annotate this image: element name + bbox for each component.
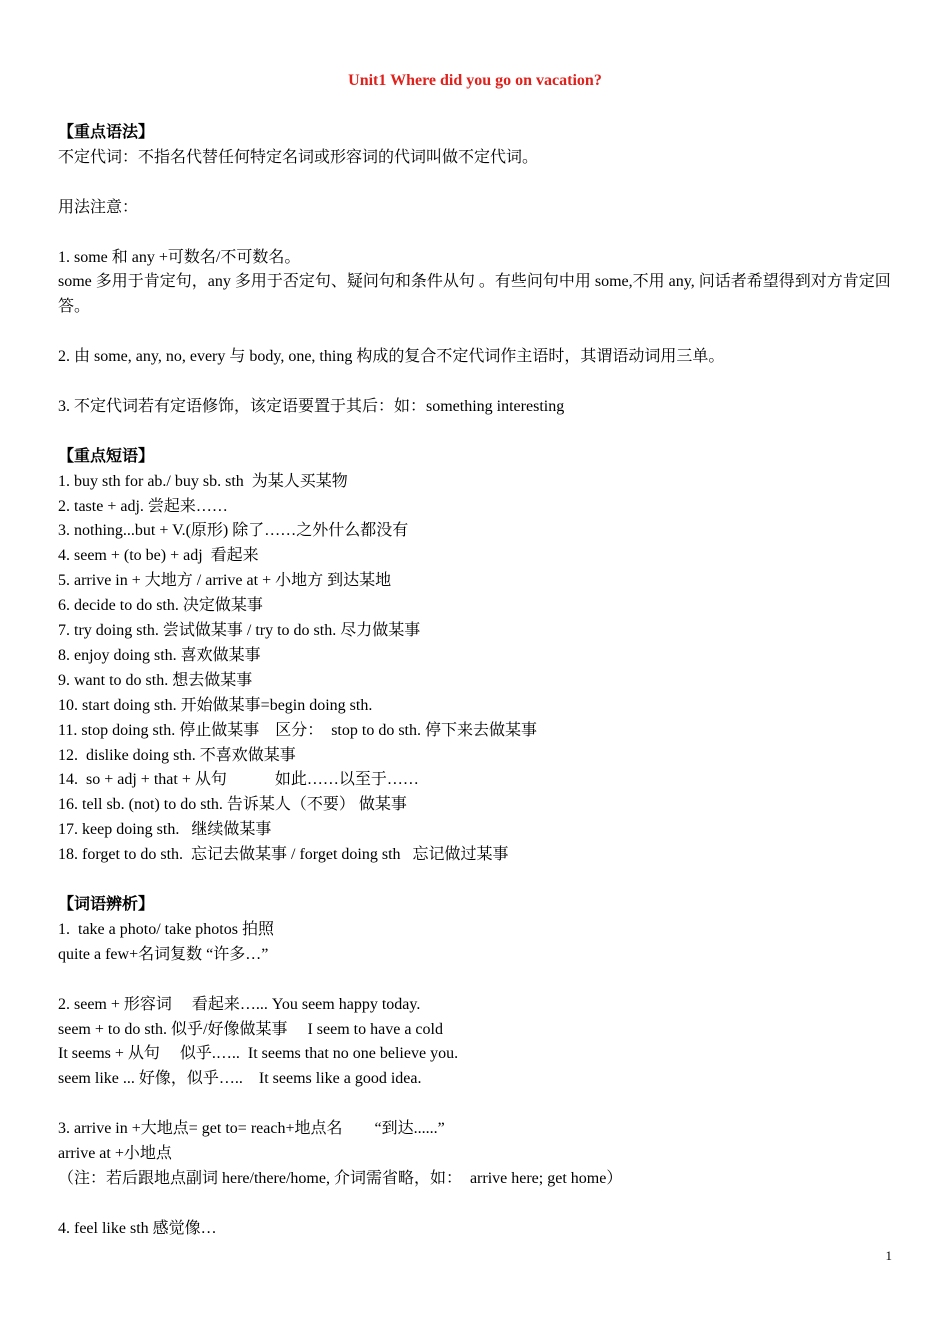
- spacer: [58, 1092, 896, 1117]
- spacer: [58, 868, 896, 893]
- spacer: [58, 221, 896, 246]
- analysis-item-2-detail: seem like ... 好像，似乎….. It seems like a good idea.: [58, 1070, 422, 1088]
- phrase-item: 1. buy sth for ab./ buy sb. sth 为某人买某物: [58, 472, 348, 490]
- phrase-item: 14. so + adj + that + 从句 如此……以至于……: [58, 771, 419, 789]
- grammar-rule-1-detail: some 多用于肯定句，any 多用于否定句、疑问句和条件从句 。有些问句中用 some,不用 any, 问话者希望得到对方肯定回答。: [58, 273, 891, 316]
- grammar-rule-2: 2. 由 some, any, no, every 与 body, one, thing 构成的复合不定代词作主语时，其谓语动词用三单。: [58, 348, 725, 366]
- analysis-item-4: 4. feel like sth 感觉像…: [58, 1219, 217, 1237]
- page-number: 1: [885, 1248, 892, 1263]
- phrase-item: 5. arrive in + 大地方 / arrive at + 小地方 到达某地: [58, 572, 392, 590]
- analysis-item-1-detail: quite a few+名词复数 “许多…”: [58, 945, 269, 963]
- phrase-item: 10. start doing sth. 开始做某事=begin doing sth.: [58, 696, 373, 714]
- analysis-item-2-detail: It seems + 从句 似乎.….. It seems that no one believe you.: [58, 1045, 459, 1063]
- phrase-item: 16. tell sb. (not) to do sth. 告诉某人（不要） 做某事: [58, 796, 407, 814]
- phrase-item: 7. try doing sth. 尝试做某事 / try to do sth. 尽力做某事: [58, 622, 421, 640]
- analysis-item-1: 1. take a photo/ take photos 拍照: [58, 920, 274, 938]
- analysis-item-3-detail: arrive at +小地点: [58, 1145, 172, 1163]
- phrase-item: 4. seem + (to be) + adj 看起来: [58, 547, 259, 565]
- phrase-item: 3. nothing...but + V.(原形) 除了……之外什么都没有: [58, 522, 409, 540]
- spacer: [58, 320, 896, 345]
- grammar-heading: 【重点语法】: [58, 124, 155, 141]
- spacer: [58, 968, 896, 993]
- spacer: [58, 370, 896, 395]
- phrase-item: 12. dislike doing sth. 不喜欢做某事: [58, 746, 296, 764]
- grammar-rule-1: 1. some 和 any +可数名/不可数名。: [58, 248, 301, 266]
- phrase-item: 8. enjoy doing sth. 喜欢做某事: [58, 646, 261, 664]
- grammar-notes-label: 用法注意：: [58, 198, 139, 216]
- spacer: [58, 1192, 896, 1217]
- analysis-item-3-note: （注：若后跟地点副词 here/there/home, 介词需省略，如： arrive here; get home）: [58, 1169, 623, 1187]
- analysis-item-2-detail: seem + to do sth. 似乎/好像做某事 I seem to have a cold: [58, 1020, 443, 1038]
- analysis-heading: 【词语辨析】: [58, 896, 155, 913]
- document-title: Unit1 Where did you go on vacation?: [348, 72, 602, 89]
- spacer: [58, 420, 896, 445]
- phrase-item: 18. forget to do sth. 忘记去做某事 / forget doing sth 忘记做过某事: [58, 846, 509, 864]
- phrase-item: 11. stop doing sth. 停止做某事 区分： stop to do sth. 停下来去做某事: [58, 721, 537, 739]
- phrase-item: 6. decide to do sth. 决定做某事: [58, 597, 263, 615]
- analysis-item-2: 2. seem + 形容词 看起来…... You seem happy today.: [58, 995, 421, 1013]
- grammar-definition: 不定代词：不指名代替任何特定名词或形容词的代词叫做不定代词。: [58, 148, 539, 166]
- phrases-heading: 【重点短语】: [58, 447, 155, 465]
- document-body: [58, 121, 896, 1242]
- phrase-item: 2. taste + adj. 尝起来……: [58, 497, 228, 515]
- spacer: [58, 171, 896, 196]
- analysis-item-3: 3. arrive in +大地点= get to= reach+地点名 “到达......”: [58, 1120, 445, 1138]
- phrase-item: 9. want to do sth. 想去做某事: [58, 671, 253, 689]
- phrase-item: 17. keep doing sth. 继续做某事: [58, 821, 272, 839]
- grammar-rule-3: 3. 不定代词若有定语修饰，该定语要置于其后：如：something interesting: [58, 397, 565, 415]
